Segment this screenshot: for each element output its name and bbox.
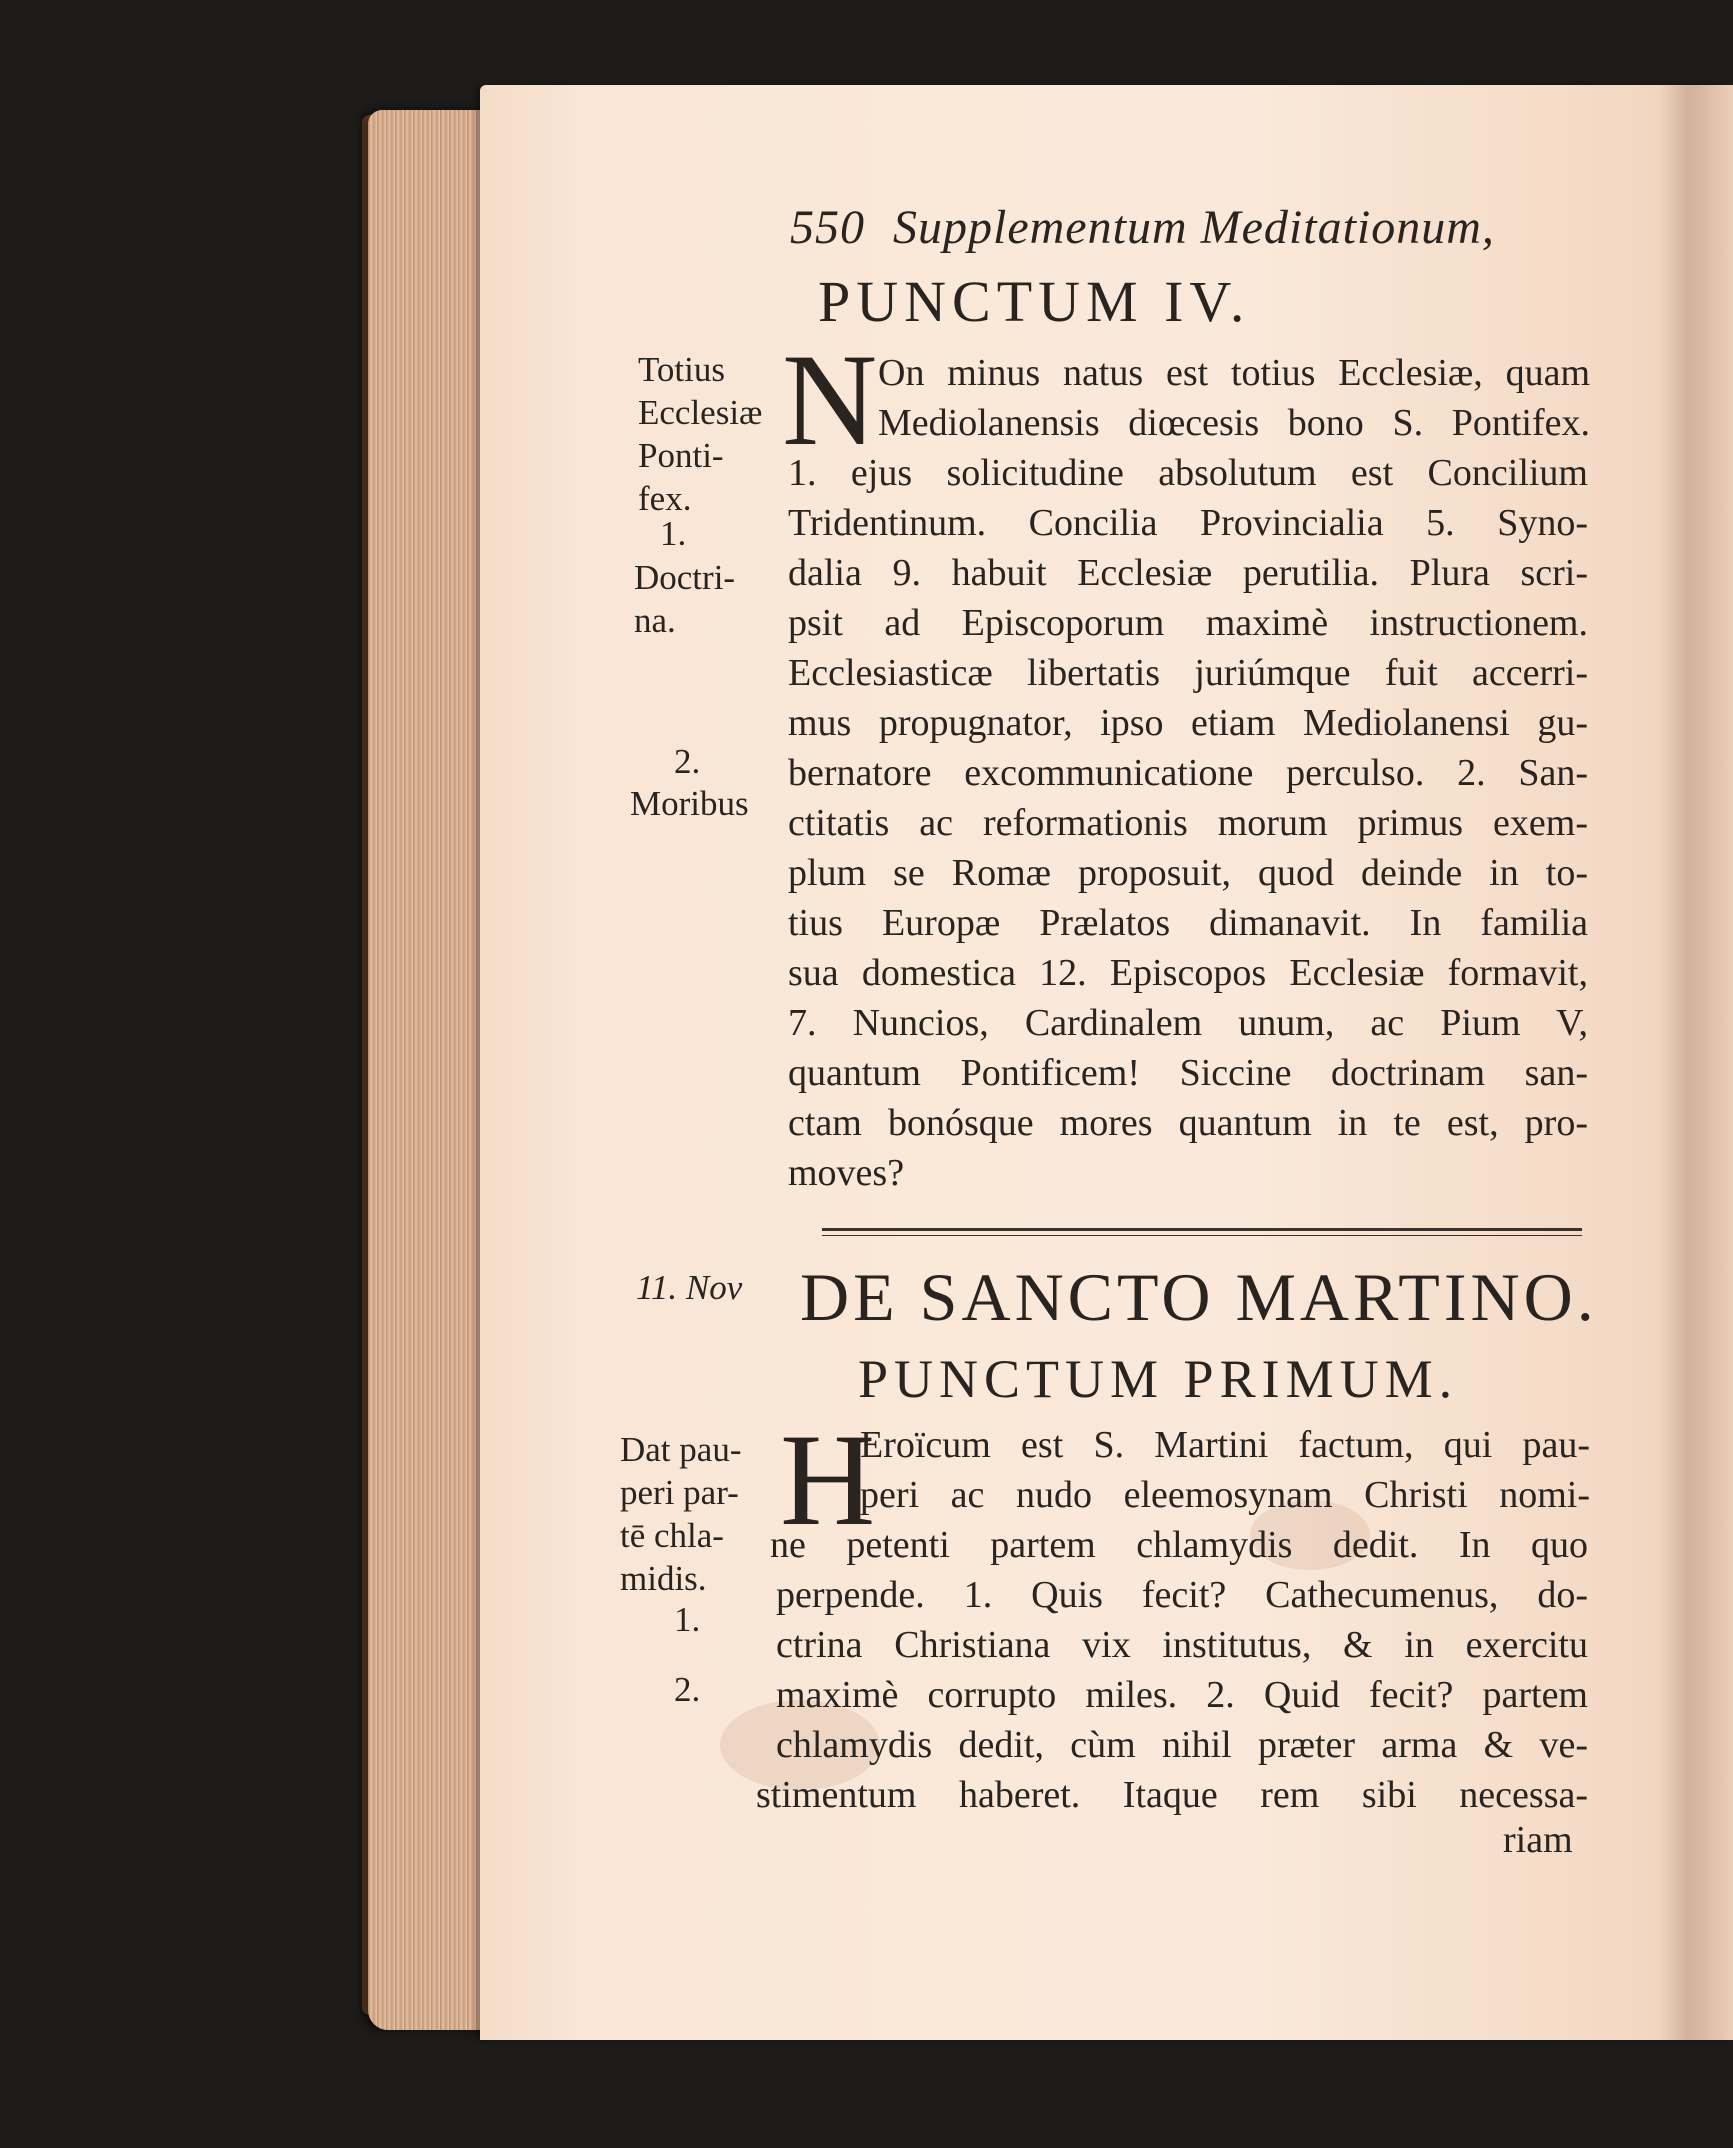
text-line: maximè corrupto miles. 2. Quid fecit? partem xyxy=(776,1674,1588,1716)
text-line: Tridentinum. Concilia Provincialia 5. Syno- xyxy=(788,502,1588,544)
section-rule xyxy=(822,1228,1582,1231)
gutter-shadow xyxy=(1660,85,1733,2040)
text-line: Eroïcum est S. Martini factum, qui pau- xyxy=(860,1424,1590,1466)
text-line: psit ad Episcoporum maximè instructionem. xyxy=(788,602,1588,644)
margin-note: Moribus xyxy=(630,784,749,823)
text-line: ctitatis ac reformationis morum primus exem- xyxy=(788,802,1588,844)
feast-title: DE SANCTO MARTINO. xyxy=(800,1259,1598,1335)
text-line: ne petenti partem chlamydis dedit. In quo xyxy=(770,1524,1588,1566)
text-line: sua domestica 12. Episcopos Ecclesiæ formavit, xyxy=(788,952,1588,994)
margin-note-line: Ponti- xyxy=(638,436,724,475)
margin-note: 1. xyxy=(660,514,687,553)
margin-note-line: tē chla- xyxy=(620,1516,724,1555)
page-edges xyxy=(368,110,493,2030)
margin-note-line: Totius xyxy=(638,350,726,389)
drop-capital: H xyxy=(780,1406,876,1553)
section-rule-thin xyxy=(822,1235,1582,1236)
text-line: On minus natus est totius Ecclesiæ, quam xyxy=(878,352,1590,394)
catchword: riam xyxy=(1503,1819,1573,1861)
text-line: tius Europæ Prælatos dimanavit. In familia xyxy=(788,902,1588,944)
text-line: perpende. 1. Quis fecit? Cathecumenus, do- xyxy=(776,1574,1588,1616)
margin-note-line: peri par- xyxy=(620,1473,739,1512)
text-line: chlamydis dedit, cùm nihil præter arma & ve- xyxy=(776,1724,1588,1766)
text-line: moves? xyxy=(788,1152,905,1194)
margin-note-line: Ecclesiæ xyxy=(638,393,763,432)
running-title: Supplementum Meditationum, xyxy=(893,201,1495,254)
margin-note-line: na. xyxy=(634,601,676,640)
section-heading: PUNCTUM IV. xyxy=(818,269,1251,334)
margin-note xyxy=(634,556,735,642)
text-line: bernatore excommunicatione perculso. 2. San- xyxy=(788,752,1588,794)
margin-note: 2. xyxy=(674,742,701,781)
margin-note: 1. xyxy=(674,1600,701,1639)
text-line: stimentum haberet. Itaque rem sibi necessa- xyxy=(756,1774,1588,1816)
text-line: 1. ejus solicitudine absolutum est Concilium xyxy=(788,452,1588,494)
margin-note xyxy=(638,348,762,520)
text-line: peri ac nudo eleemosynam Christi nomi- xyxy=(860,1474,1590,1516)
margin-note: 2. xyxy=(674,1670,701,1709)
page-number: 550 xyxy=(790,201,865,254)
text-line: Ecclesiasticæ libertatis juriúmque fuit accerri- xyxy=(788,652,1588,694)
date-note: 11. Nov xyxy=(636,1268,743,1307)
section-heading: PUNCTUM PRIMUM. xyxy=(858,1349,1459,1409)
text-line: Mediolanensis diœcesis bono S. Pontifex. xyxy=(878,402,1590,444)
margin-note-line: Doctri- xyxy=(634,558,736,597)
margin-note-line: midis. xyxy=(620,1559,707,1598)
drop-capital: N xyxy=(782,326,878,473)
margin-note-line: Dat pau- xyxy=(620,1430,742,1469)
margin-note xyxy=(620,1428,741,1600)
text-line: dalia 9. habuit Ecclesiæ perutilia. Plura scri- xyxy=(788,552,1588,594)
text-line: ctrina Christiana vix institutus, & in exercitu xyxy=(776,1624,1588,1666)
margin-note-line: fex. xyxy=(638,479,692,518)
text-line: plum se Romæ proposuit, quod deinde in to- xyxy=(788,852,1588,894)
text-line: quantum Pontificem! Siccine doctrinam san- xyxy=(788,1052,1588,1094)
text-line: mus propugnator, ipso etiam Mediolanensi gu- xyxy=(788,702,1588,744)
text-line: ctam bonósque mores quantum in te est, pro- xyxy=(788,1102,1588,1144)
text-line: 7. Nuncios, Cardinalem unum, ac Pium V, xyxy=(788,1002,1588,1044)
running-header xyxy=(790,200,1495,255)
